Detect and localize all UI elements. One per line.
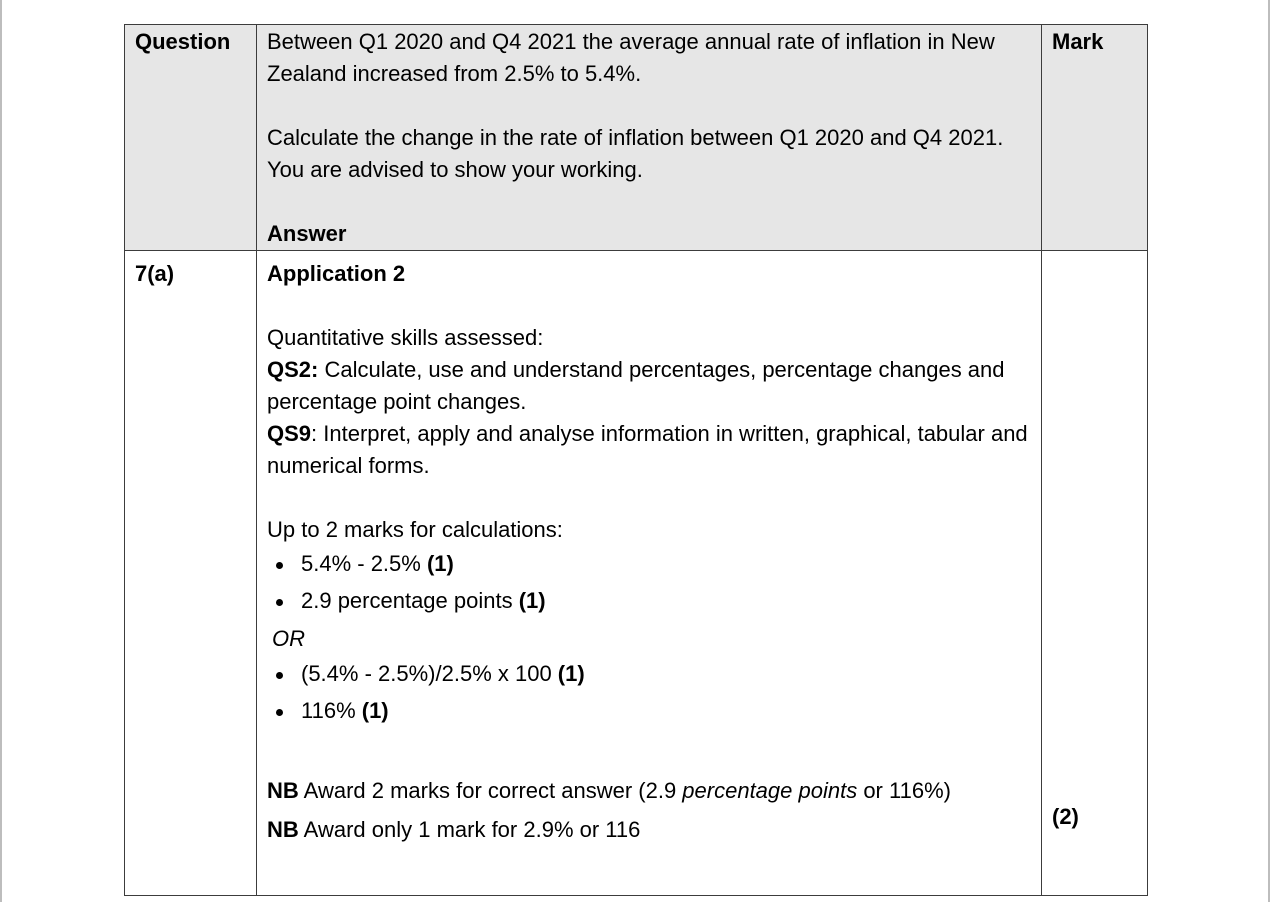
marks-intro: Up to 2 marks for calculations:: [267, 517, 563, 542]
answer-label: Answer: [267, 221, 347, 246]
bullet-mark: (1): [557, 661, 585, 686]
nb-text: or 116%): [857, 778, 951, 803]
list-item: [273, 549, 1031, 579]
list-item: [273, 659, 1031, 689]
question-column-label: Question: [135, 29, 231, 54]
nb-text: Award only 1 mark for 2.9% or 116: [298, 817, 641, 842]
mark-value: (2): [1052, 804, 1079, 829]
bullet-text: 2.9 percentage points: [301, 588, 519, 613]
mark-scheme-table: [124, 24, 1148, 896]
bullet-text: 5.4% - 2.5%: [301, 551, 427, 576]
answer-row: [125, 251, 1148, 896]
or-label: OR: [272, 626, 305, 651]
mark-value-cell: [1042, 251, 1148, 896]
question-text-1: Between Q1 2020 and Q4 2021 the average annual rate of inflation in New Zealand increased from 2.5% to 5.4%.: [267, 29, 995, 86]
mark-header-cell: [1042, 25, 1148, 251]
qs2-line: [267, 354, 1031, 418]
nb-label: NB: [267, 778, 299, 803]
question-header-cell: [125, 25, 257, 251]
bullet-mark: (1): [426, 551, 454, 576]
header-row: [125, 25, 1148, 251]
nb-line-2: [267, 814, 1031, 846]
bullet-list-b: [267, 659, 1031, 726]
list-item: [273, 586, 1031, 616]
bullet-text: 116%: [301, 698, 362, 723]
list-item: [273, 696, 1031, 726]
qs-intro: Quantitative skills assessed:: [267, 325, 544, 350]
qs2-text: Calculate, use and understand percentages, percentage changes and percentage point changes.: [267, 357, 1005, 414]
bullet-mark: (1): [361, 698, 389, 723]
question-text-2: Calculate the change in the rate of inflation between Q1 2020 and Q4 2021. You are advised to show your working.: [267, 125, 1004, 182]
nb-text: Award 2 marks for correct answer (2.9: [298, 778, 683, 803]
answer-cell: [257, 251, 1042, 896]
page-edge-left: [0, 0, 2, 902]
qs9-line: [267, 418, 1031, 482]
section-title: Application 2: [267, 261, 406, 286]
nb-italic-text: percentage points: [682, 778, 858, 803]
qs9-text: : Interpret, apply and analyse information in written, graphical, tabular and numerical forms.: [267, 421, 1028, 478]
nb-line-1: [267, 775, 1031, 807]
mark-column-label: Mark: [1052, 29, 1104, 54]
bullet-text: (5.4% - 2.5%)/2.5% x 100: [301, 661, 558, 686]
bullet-mark: (1): [518, 588, 546, 613]
question-number: 7(a): [135, 261, 175, 286]
qs9-label: QS9: [267, 421, 312, 446]
qs2-label: QS2:: [267, 357, 319, 382]
question-number-cell: [125, 251, 257, 896]
bullet-list-a: [267, 549, 1031, 616]
nb-label: NB: [267, 817, 299, 842]
question-text-cell: [257, 25, 1042, 251]
